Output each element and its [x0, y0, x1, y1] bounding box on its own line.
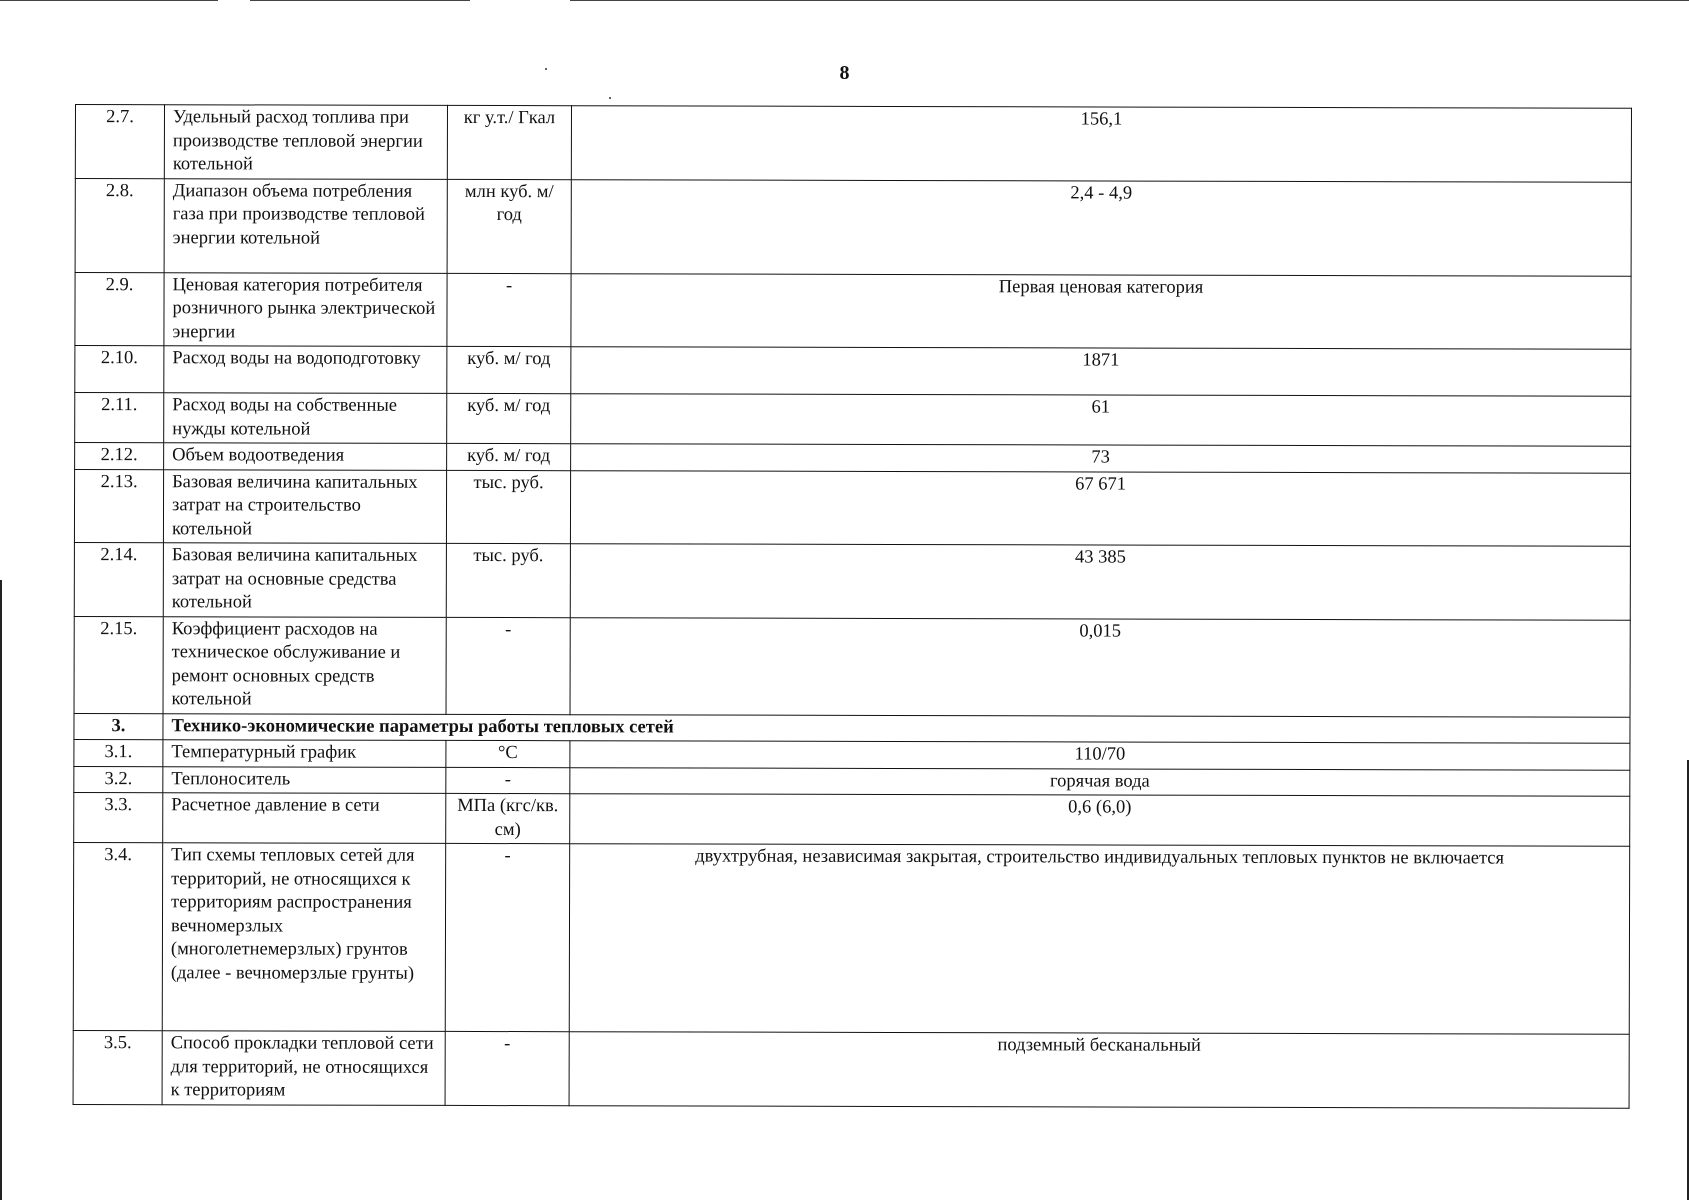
row-number: 3.3. — [74, 792, 163, 842]
page-number: 8 — [839, 62, 850, 84]
table-row — [75, 272, 1631, 349]
scan-artifact-top-left — [0, 0, 218, 1]
parameters-table-body — [73, 105, 1631, 1108]
parameter-value: 0,015 — [570, 617, 1630, 717]
table-row — [74, 792, 1630, 846]
row-number: 3.4. — [73, 842, 162, 1030]
parameter-value: горячая вода — [570, 767, 1630, 796]
parameter-value: 67 671 — [570, 470, 1630, 546]
unit-of-measure: - — [446, 617, 570, 714]
parameter-name: Расчетное давление в сети — [163, 793, 446, 844]
table-row — [74, 766, 1630, 796]
parameter-value: 73 — [571, 444, 1631, 473]
unit-of-measure: тыс. руб. — [446, 470, 570, 544]
parameter-name: Расход воды на собственные нужды котельной — [164, 393, 447, 444]
unit-of-measure: куб. м/ год — [447, 393, 571, 443]
parameter-value: 2,4 - 4,9 — [571, 179, 1631, 276]
parameter-name: Способ прокладки тепловой сети для территорий, не относящихся к территориям — [162, 1031, 445, 1105]
table-row — [74, 739, 1630, 769]
scan-speck — [609, 97, 611, 99]
table-row — [75, 178, 1631, 276]
parameter-name: Ценовая категория потребителя розничного рынка электрической энергии — [164, 272, 447, 346]
parameter-value: 156,1 — [571, 106, 1631, 182]
scan-artifact-top-middle — [250, 0, 470, 1]
parameter-name: Расход воды на водоподготовку — [164, 346, 447, 394]
row-number: 3.1. — [74, 739, 163, 766]
row-number: 2.10. — [75, 346, 164, 393]
table-row — [74, 469, 1630, 546]
parameter-name: Тип схемы тепловых сетей для территорий, не относящихся к территориям распространения вечномерзлых (многолетнемерзлых) грунтов (далее - вечномерзлые грунты) — [162, 843, 445, 1032]
unit-of-measure: - — [447, 273, 571, 347]
row-number: 2.8. — [75, 178, 164, 272]
parameter-name: Диапазон объема потребления газа при производстве тепловой энергии котельной — [164, 178, 447, 273]
table-row — [73, 842, 1629, 1034]
parameter-name: Теплоноситель — [163, 766, 446, 793]
unit-of-measure: °С — [446, 740, 570, 767]
table-row — [75, 443, 1631, 473]
document-sheet — [73, 104, 1631, 1108]
unit-of-measure: куб. м/ год — [447, 346, 571, 393]
row-number: 3.2. — [74, 766, 163, 793]
unit-of-measure: - — [445, 843, 569, 1031]
parameter-value: 43 385 — [570, 544, 1630, 620]
row-number: 2.15. — [74, 616, 163, 713]
parameter-value: двухтрубная, независимая закрытая, строительство индивидуальных тепловых пунктов не включается — [569, 844, 1629, 1035]
row-number: 2.7. — [75, 105, 164, 179]
section-number: 3. — [74, 713, 163, 740]
unit-of-measure: куб. м/ год — [447, 443, 571, 470]
table-row — [75, 105, 1631, 182]
scan-artifact-top-right — [570, 0, 1689, 1]
section-row — [74, 713, 1630, 743]
parameter-value: 0,6 (6,0) — [570, 794, 1630, 847]
parameter-name: Коэффициент расходов на техническое обслуживание и ремонт основных средств котельной — [163, 616, 446, 714]
parameters-table — [73, 104, 1632, 1108]
parameter-value: Первая ценовая категория — [571, 273, 1631, 349]
parameter-value: 110/70 — [570, 741, 1630, 770]
row-number: 2.11. — [75, 393, 164, 443]
parameter-value: 1871 — [571, 347, 1631, 397]
scan-artifact-left-edge — [0, 580, 2, 1200]
row-number: 2.9. — [75, 272, 164, 346]
parameter-name: Базовая величина капитальных затрат на строительство котельной — [163, 469, 446, 543]
row-number: 2.13. — [74, 469, 163, 543]
parameter-name: Температурный график — [163, 740, 446, 767]
unit-of-measure: млн куб. м/год — [447, 179, 571, 273]
row-number: 2.14. — [74, 542, 163, 616]
table-row — [75, 346, 1631, 397]
unit-of-measure: тыс. руб. — [446, 543, 570, 617]
parameter-name: Базовая величина капитальных затрат на основные средства котельной — [163, 543, 446, 617]
table-row — [75, 393, 1631, 447]
parameter-value: 61 — [571, 394, 1631, 447]
parameter-name: Удельный расход топлива при производстве тепловой энергии котельной — [164, 105, 447, 179]
unit-of-measure: - — [446, 767, 570, 794]
table-row — [74, 542, 1630, 619]
row-number: 2.12. — [75, 443, 164, 470]
section-title: Технико-экономические параметры работы тепловых сетей — [163, 713, 1630, 743]
table-row — [73, 1030, 1629, 1107]
unit-of-measure: - — [445, 1031, 569, 1105]
row-number: 3.5. — [73, 1030, 162, 1104]
unit-of-measure: МПа (кгс/кв. см) — [446, 793, 570, 843]
table-row — [74, 616, 1630, 717]
unit-of-measure: кг у.т./ Гкал — [447, 105, 571, 179]
parameter-name: Объем водоотведения — [164, 443, 447, 470]
parameter-value: подземный бесканальный — [569, 1032, 1629, 1108]
